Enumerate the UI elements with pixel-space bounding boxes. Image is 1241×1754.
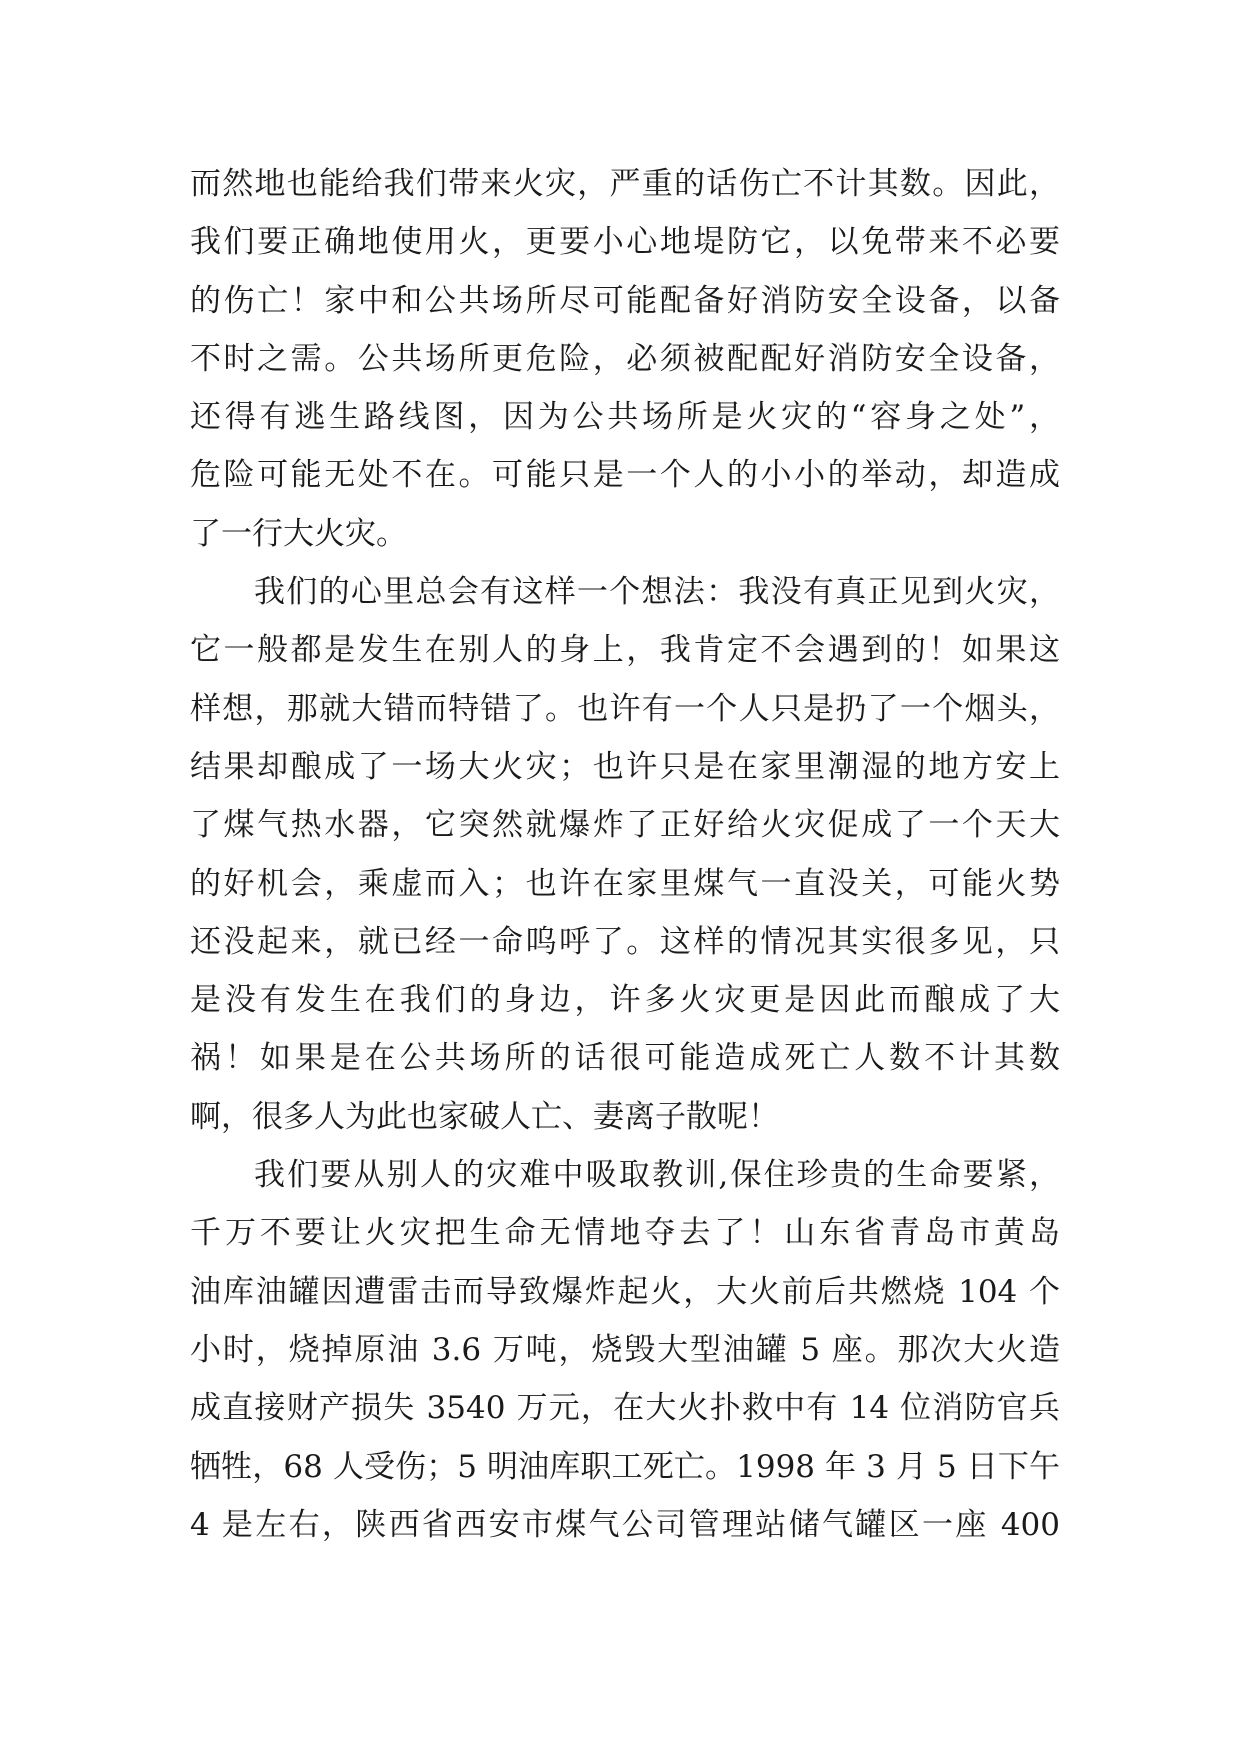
text-line: 还没起来，就已经一命呜呼了。这样的情况其实很多见，只 xyxy=(190,923,1060,960)
text-line: 4 是左右，陕西省西安市煤气公司管理站储气罐区一座 400 xyxy=(190,1506,1060,1543)
text-line: 油库油罐因遭雷击而导致爆炸起火，大火前后共燃烧 104 个 xyxy=(190,1273,1060,1310)
text-line: 我们要从别人的灾难中吸取教训,保住珍贵的生命要紧， xyxy=(254,1157,1060,1194)
text-line: 危险可能无处不在。可能只是一个人的小小的举动，却造成 xyxy=(190,457,1060,494)
text-line: 了煤气热水器，它突然就爆炸了正好给火灾促成了一个天大 xyxy=(190,807,1060,844)
text-line: 是没有发生在我们的身边，许多火灾更是因此而酿成了大 xyxy=(190,982,1060,1019)
text-line: 啊，很多人为此也家破人亡、妻离子散呢！ xyxy=(190,1098,779,1135)
text-line: 的伤亡！家中和公共场所尽可能配备好消防安全设备，以备 xyxy=(190,282,1060,319)
text-line: 它一般都是发生在别人的身上，我肯定不会遇到的！如果这 xyxy=(190,632,1060,669)
text-line: 的好机会，乘虚而入；也许在家里煤气一直没关，可能火势 xyxy=(190,865,1060,902)
text-line: 而然地也能给我们带来火灾，严重的话伤亡不计其数。因此， xyxy=(190,166,1060,202)
paragraph-2 xyxy=(190,563,1060,1146)
text-line: 不时之需。公共场所更危险，必须被配配好消防安全设备， xyxy=(190,340,1060,377)
text-line: 还得有逃生路线图，因为公共场所是火灾的“容身之处”， xyxy=(190,399,1060,436)
text-line: 千万不要让火灾把生命无情地夺去了！山东省青岛市黄岛 xyxy=(190,1215,1060,1252)
text-line: 小时，烧掉原油 3.6 万吨，烧毁大型油罐 5 座。那次大火造 xyxy=(190,1331,1060,1368)
body-text xyxy=(190,155,1060,1554)
text-line: 了一行大火灾。 xyxy=(190,515,407,552)
text-line: 我们的心里总会有这样一个想法：我没有真正见到火灾， xyxy=(254,574,1060,611)
paragraph-1 xyxy=(190,155,1060,563)
text-line: 样想，那就大错而特错了。也许有一个人只是扔了一个烟头， xyxy=(190,690,1060,727)
text-line: 我们要正确地使用火，更要小心地堤防它，以免带来不必要 xyxy=(190,224,1060,261)
text-line: 牺牲，68 人受伤；5 明油库职工死亡。1998 年 3 月 5 日下午 xyxy=(190,1448,1060,1485)
text-line: 结果却酿成了一场大火灾；也许只是在家里潮湿的地方安上 xyxy=(190,748,1060,785)
paragraph-3 xyxy=(190,1146,1060,1554)
text-line: 祸！如果是在公共场所的话很可能造成死亡人数不计其数 xyxy=(190,1040,1060,1077)
text-line: 成直接财产损失 3540 万元，在大火扑救中有 14 位消防官兵 xyxy=(190,1390,1060,1427)
